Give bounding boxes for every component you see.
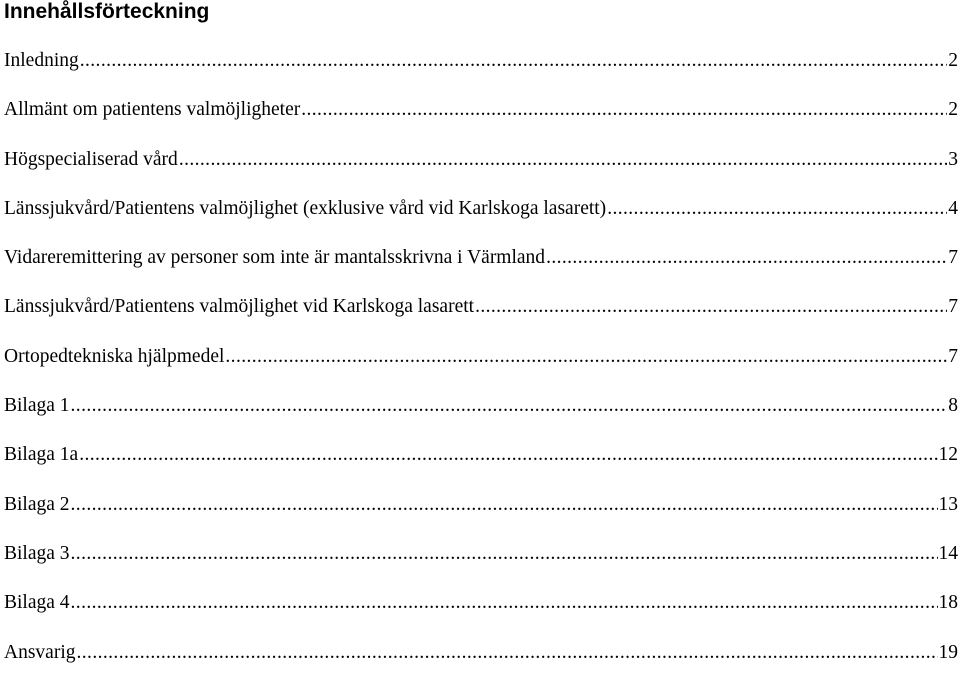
- toc-entry-title: Inledning: [4, 50, 79, 71]
- dot-leader: [475, 294, 947, 320]
- toc-entry-page: 7: [948, 345, 958, 367]
- toc-entry-title: Bilaga 4: [4, 592, 70, 614]
- toc-entry-vidareremittering[interactable]: [4, 245, 958, 294]
- dot-leader: [80, 48, 948, 74]
- toc-entry-title: Ortopedtekniska hjälpmedel: [4, 345, 225, 367]
- toc-entry-bilaga-4[interactable]: [4, 590, 958, 639]
- toc-entry-page: 19: [938, 641, 958, 663]
- toc-entry-title: Allmänt om patientens valmöjligheter: [4, 99, 301, 121]
- toc-entry-title: Bilaga 1: [4, 395, 70, 417]
- dot-leader: [71, 590, 938, 616]
- toc-entry-title: Bilaga 2: [4, 493, 70, 515]
- toc-entry-title: Länssjukvård/Patientens valmöjlighet vid Karlskoga lasarett: [4, 296, 475, 318]
- toc-heading: Innehållsförteckning: [4, 0, 210, 23]
- toc-entry-bilaga-1[interactable]: [4, 393, 958, 442]
- dot-leader: [77, 640, 938, 666]
- toc-entry-page: 12: [938, 444, 958, 466]
- toc-entry-bilaga-3[interactable]: [4, 541, 958, 590]
- toc-entry-page: 8: [948, 395, 958, 417]
- dot-leader: [79, 442, 937, 468]
- toc-entry-page: 2: [948, 50, 958, 71]
- toc-entry-page: 13: [938, 493, 958, 515]
- toc-entry-title: Länssjukvård/Patientens valmöjlighet (exklusive vård vid Karlskoga lasarett): [4, 197, 607, 219]
- dot-leader: [225, 344, 947, 370]
- toc-entry-bilaga-1a[interactable]: [4, 442, 958, 491]
- toc-entry-bilaga-2[interactable]: [4, 492, 958, 541]
- toc-entry-hogspecialiserad[interactable]: [4, 147, 958, 196]
- dot-leader: [71, 492, 938, 518]
- dot-leader: [301, 97, 947, 123]
- toc-list: [4, 48, 958, 689]
- toc-entry-ansvarig[interactable]: [4, 640, 958, 689]
- toc-entry-lanssjukvard-karlskoga[interactable]: [4, 294, 958, 343]
- toc-entry-allmant[interactable]: [4, 97, 958, 146]
- toc-entry-ortopedtekniska[interactable]: [4, 344, 958, 393]
- toc-entry-page: 14: [938, 542, 958, 564]
- toc-entry-lanssjukvard-exklusive[interactable]: [4, 196, 958, 245]
- toc-entry-page: 2: [948, 99, 958, 121]
- toc-entry-title: Bilaga 1a: [4, 444, 79, 466]
- toc-entry-page: 18: [938, 592, 958, 614]
- dot-leader: [71, 541, 938, 567]
- toc-entry-title: Vidareremittering av personer som inte är mantalsskrivna i Värmland: [4, 247, 546, 269]
- dot-leader: [71, 393, 948, 419]
- dot-leader: [179, 147, 947, 173]
- toc-entry-title: Bilaga 3: [4, 542, 70, 564]
- toc-entry-page: 7: [948, 247, 958, 269]
- toc-entry-page: 4: [948, 197, 958, 219]
- toc-entry-title: Ansvarig: [4, 641, 76, 663]
- dot-leader: [607, 196, 947, 222]
- dot-leader: [546, 245, 947, 271]
- toc-entry-page: 7: [948, 296, 958, 318]
- toc-entry-page: 3: [948, 148, 958, 170]
- toc-entry-inledning[interactable]: [4, 48, 958, 97]
- toc-entry-title: Högspecialiserad vård: [4, 148, 178, 170]
